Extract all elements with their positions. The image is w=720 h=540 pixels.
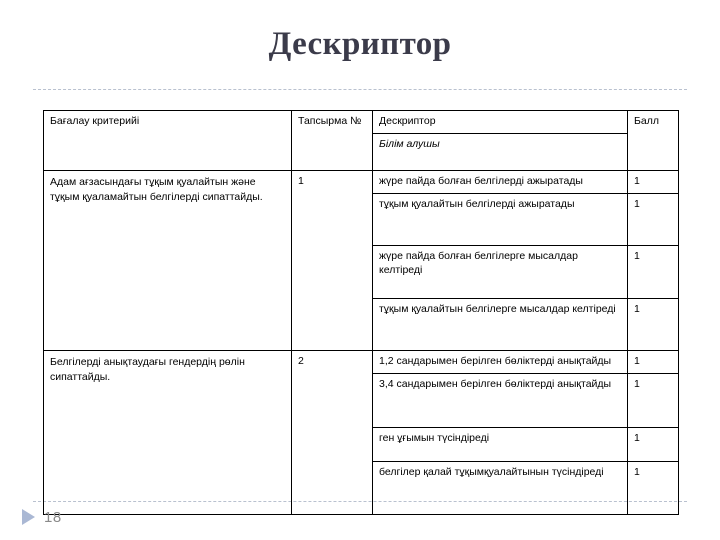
- table-header: [44, 111, 679, 171]
- cell-score: 1: [628, 427, 679, 461]
- cell-descriptor: 3,4 сандарымен берілген бөліктерді анықтайды: [373, 373, 628, 427]
- slide-number: 18: [44, 508, 62, 526]
- cell-descriptor: тұқым қуалайтын белгілерді ажыратады: [373, 193, 628, 245]
- cell-descriptor: ген ұғымын түсіндіреді: [373, 427, 628, 461]
- cell-task-number: 2: [292, 350, 373, 514]
- cell-score: 1: [628, 245, 679, 298]
- slide-number-group: [22, 506, 62, 528]
- triangle-right-icon: [22, 509, 35, 525]
- cell-criterion: Белгілерді анықтаудағы гендердің рөлін сипаттайды.: [44, 350, 292, 514]
- column-subheader-learner: Білім алушы: [373, 133, 628, 170]
- descriptor-table: [43, 110, 679, 515]
- cell-score: 1: [628, 298, 679, 350]
- descriptor-table-container: [43, 110, 678, 515]
- cell-score: 1: [628, 350, 679, 373]
- table-row: [44, 350, 679, 373]
- cell-score: 1: [628, 193, 679, 245]
- table-header-row: [44, 111, 679, 134]
- cell-descriptor: белгілер қалай тұқымқуалайтынын түсіндіреді: [373, 461, 628, 514]
- table-body: [44, 170, 679, 514]
- divider-top: [33, 89, 687, 90]
- cell-criterion: Адам ағзасындағы тұқым қуалайтын және тұқым қуаламайтын белгілерді сипаттайды.: [44, 170, 292, 350]
- cell-descriptor: 1,2 сандарымен берілген бөліктерді анықтайды: [373, 350, 628, 373]
- cell-descriptor: жүре пайда болған белгілерді ажыратады: [373, 170, 628, 193]
- column-header-descriptor: Дескриптор: [373, 111, 628, 134]
- cell-score: 1: [628, 373, 679, 427]
- cell-descriptor: жүре пайда болған белгілерге мысалдар келтіреді: [373, 245, 628, 298]
- column-header-score: Балл: [628, 111, 679, 171]
- cell-descriptor: тұқым қуалайтын белгілерге мысалдар келтіреді: [373, 298, 628, 350]
- column-header-task: Тапсырма №: [292, 111, 373, 171]
- page-title: Дескриптор: [268, 26, 452, 62]
- cell-score: 1: [628, 170, 679, 193]
- table-row: [44, 170, 679, 193]
- cell-task-number: 1: [292, 170, 373, 350]
- column-header-criterion: Бағалау критерийі: [44, 111, 292, 171]
- cell-score: 1: [628, 461, 679, 514]
